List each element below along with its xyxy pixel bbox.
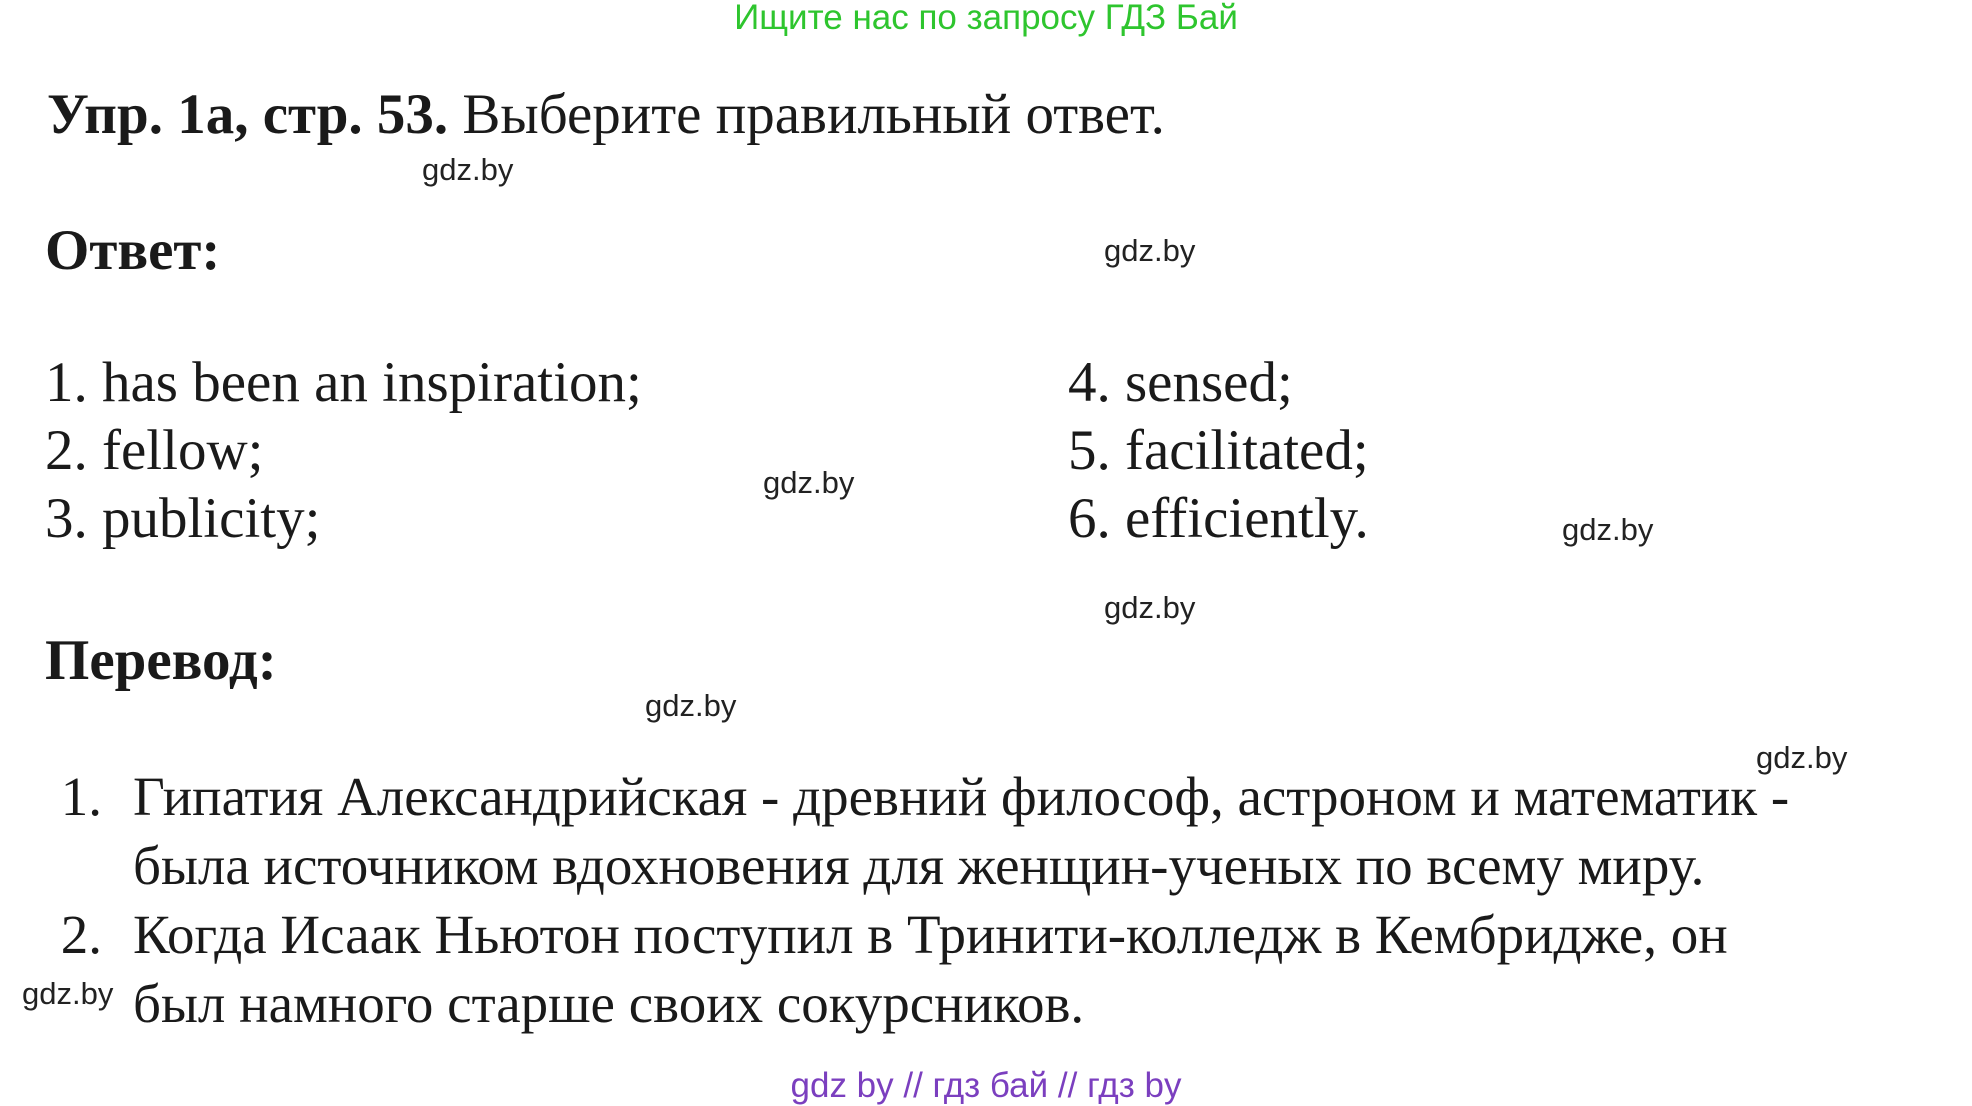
footer-links: gdz by // гдз бай // гдз by xyxy=(790,1066,1182,1105)
translation-heading: Перевод: xyxy=(45,629,277,692)
watermark-text: gdz.by xyxy=(22,976,114,1011)
answer-item: 1. has been an inspiration; xyxy=(45,351,642,414)
answer-list-right xyxy=(1068,349,1369,553)
exercise-number: Упр. 1а, стр. 53. xyxy=(47,83,449,146)
answer-item: 2. fellow; xyxy=(45,419,264,482)
watermark-text: gdz.by xyxy=(763,465,855,500)
watermark-text: gdz.by xyxy=(422,152,514,187)
translation-number: 1. xyxy=(60,766,102,827)
watermark-text: gdz.by xyxy=(1104,233,1196,268)
answer-item: 4. sensed; xyxy=(1068,351,1293,414)
watermark-text: gdz.by xyxy=(1756,740,1848,775)
watermark-text: gdz.by xyxy=(1104,590,1196,625)
answer-list-left xyxy=(45,349,642,553)
translation-line: Когда Исаак Ньютон поступил в Тринити-колледж в Кембридже, он xyxy=(133,904,1728,965)
exercise-instruction: Выберите правильный ответ. xyxy=(448,83,1165,146)
translation-line: была источником вдохновения для женщин-ученых по всему миру. xyxy=(133,835,1705,896)
translation-number: 2. xyxy=(60,904,102,965)
answer-heading: Ответ: xyxy=(45,219,221,282)
answer-item: 3. publicity; xyxy=(45,487,321,550)
answer-item: 6. efficiently. xyxy=(1068,487,1369,550)
watermark-text: gdz.by xyxy=(1562,512,1654,547)
answer-item: 5. facilitated; xyxy=(1068,419,1369,482)
translation-line: был намного старше своих сокурсников. xyxy=(133,973,1085,1034)
watermark-text: gdz.by xyxy=(645,688,737,723)
top-banner: Ищите нас по запросу ГДЗ Бай xyxy=(734,0,1238,37)
translation-line: Гипатия Александрийская - древний философ, астроном и математик - xyxy=(133,766,1790,827)
exercise-title xyxy=(47,82,1165,147)
